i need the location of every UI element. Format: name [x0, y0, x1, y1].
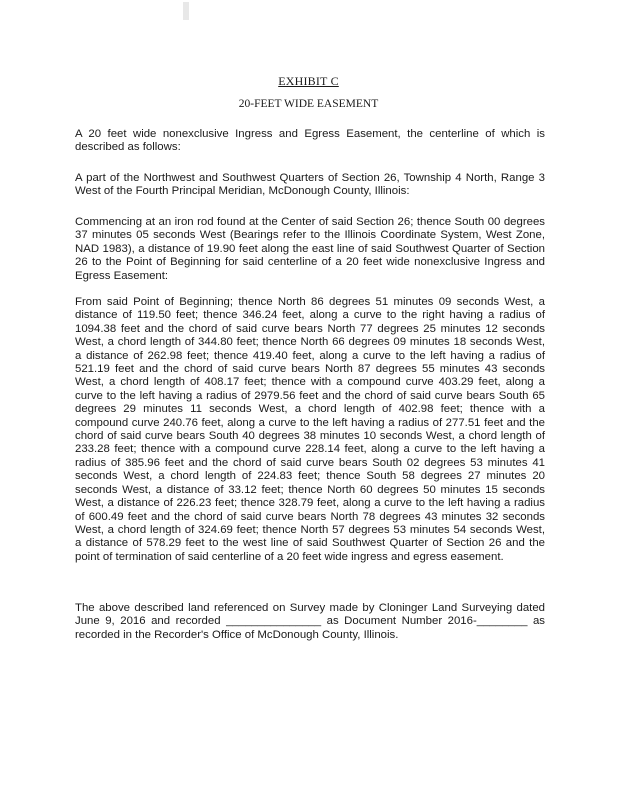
- intro-paragraph: A 20 feet wide nonexclusive Ingress and Egress Easement, the centerline of which is described as follows:: [75, 128, 545, 154]
- location-paragraph: A part of the Northwest and Southwest Quarters of Section 26, Township 4 North, Range 3 West of the Fourth Principal Meridian, McDonough County, Illinois:: [75, 172, 545, 198]
- exhibit-title: EXHIBIT C: [278, 74, 339, 88]
- commencing-paragraph: Commencing at an iron rod found at the Center of said Section 26; thence South 00 degrees 37 minutes 05 seconds West (Bearings refer to the Illinois Coordinate System, West Zone, NAD 1983), a distance of 19.90 feet along the east line of said Southwest Quarter of Section 26 to the Point of Beginning for said centerline of a 20 feet wide nonexclusive Ingress and Egress Easement:: [75, 216, 545, 282]
- scan-artifact: [183, 2, 189, 20]
- easement-subtitle: 20-FEET WIDE EASEMENT: [238, 98, 379, 110]
- legal-description-paragraph: From said Point of Beginning; thence North 86 degrees 51 minutes 09 seconds West, a distance of 119.50 feet; thence 346.24 feet, along a curve to the right having a radius of 1094.38 feet and the chord of said curve bears North 77 degrees 25 minutes 12 seconds West, a chord length of 344.80 feet; thence North 66 degrees 09 minutes 18 seconds West, a distance of 262.98 feet; thence 419.40 feet, along a curve to the left having a radius of 521.19 feet and the chord of said curve bears North 87 degrees 55 minutes 43 seconds West, a chord length of 408.17 feet; thence with a compound curve 403.29 feet, along a curve to the left having a radius of 2979.56 feet and the chord of said curve bears South 65 degrees 29 minutes 11 seconds West, a chord length of 402.98 feet; thence with a compound curve 240.76 feet, along a curve to the left having a radius of 277.51 feet and the chord of said curve bears South 40 degrees 38 minutes 10 seconds West, a chord length of 233.28 feet; thence with a compound curve 228.14 feet, along a curve to the left having a radius of 385.96 feet and the chord of said curve bears South 02 degrees 53 minutes 41 seconds West, a chord length of 224.83 feet; thence South 58 degrees 27 minutes 20 seconds West, a distance of 33.12 feet; thence North 60 degrees 50 minutes 15 seconds West, a distance of 226.23 feet; thence 328.79 feet, along a curve to the left having a radius of 600.49 feet and the chord of said curve bears North 78 degrees 43 minutes 32 seconds West, a chord length of 324.69 feet; thence North 57 degrees 53 minutes 54 seconds West, a distance of 578.29 feet to the west line of said Southwest Quarter of Section 26 and the point of termination of said centerline of a 20 feet wide ingress and egress easement.: [75, 296, 545, 563]
- survey-reference-paragraph: The above described land referenced on Survey made by Cloninger Land Surveying dated June 9, 2016 and recorded _______________ as Document Number 2016-________ as recorded in the Recorder's Office of McDonough County, Illinois.: [75, 602, 545, 641]
